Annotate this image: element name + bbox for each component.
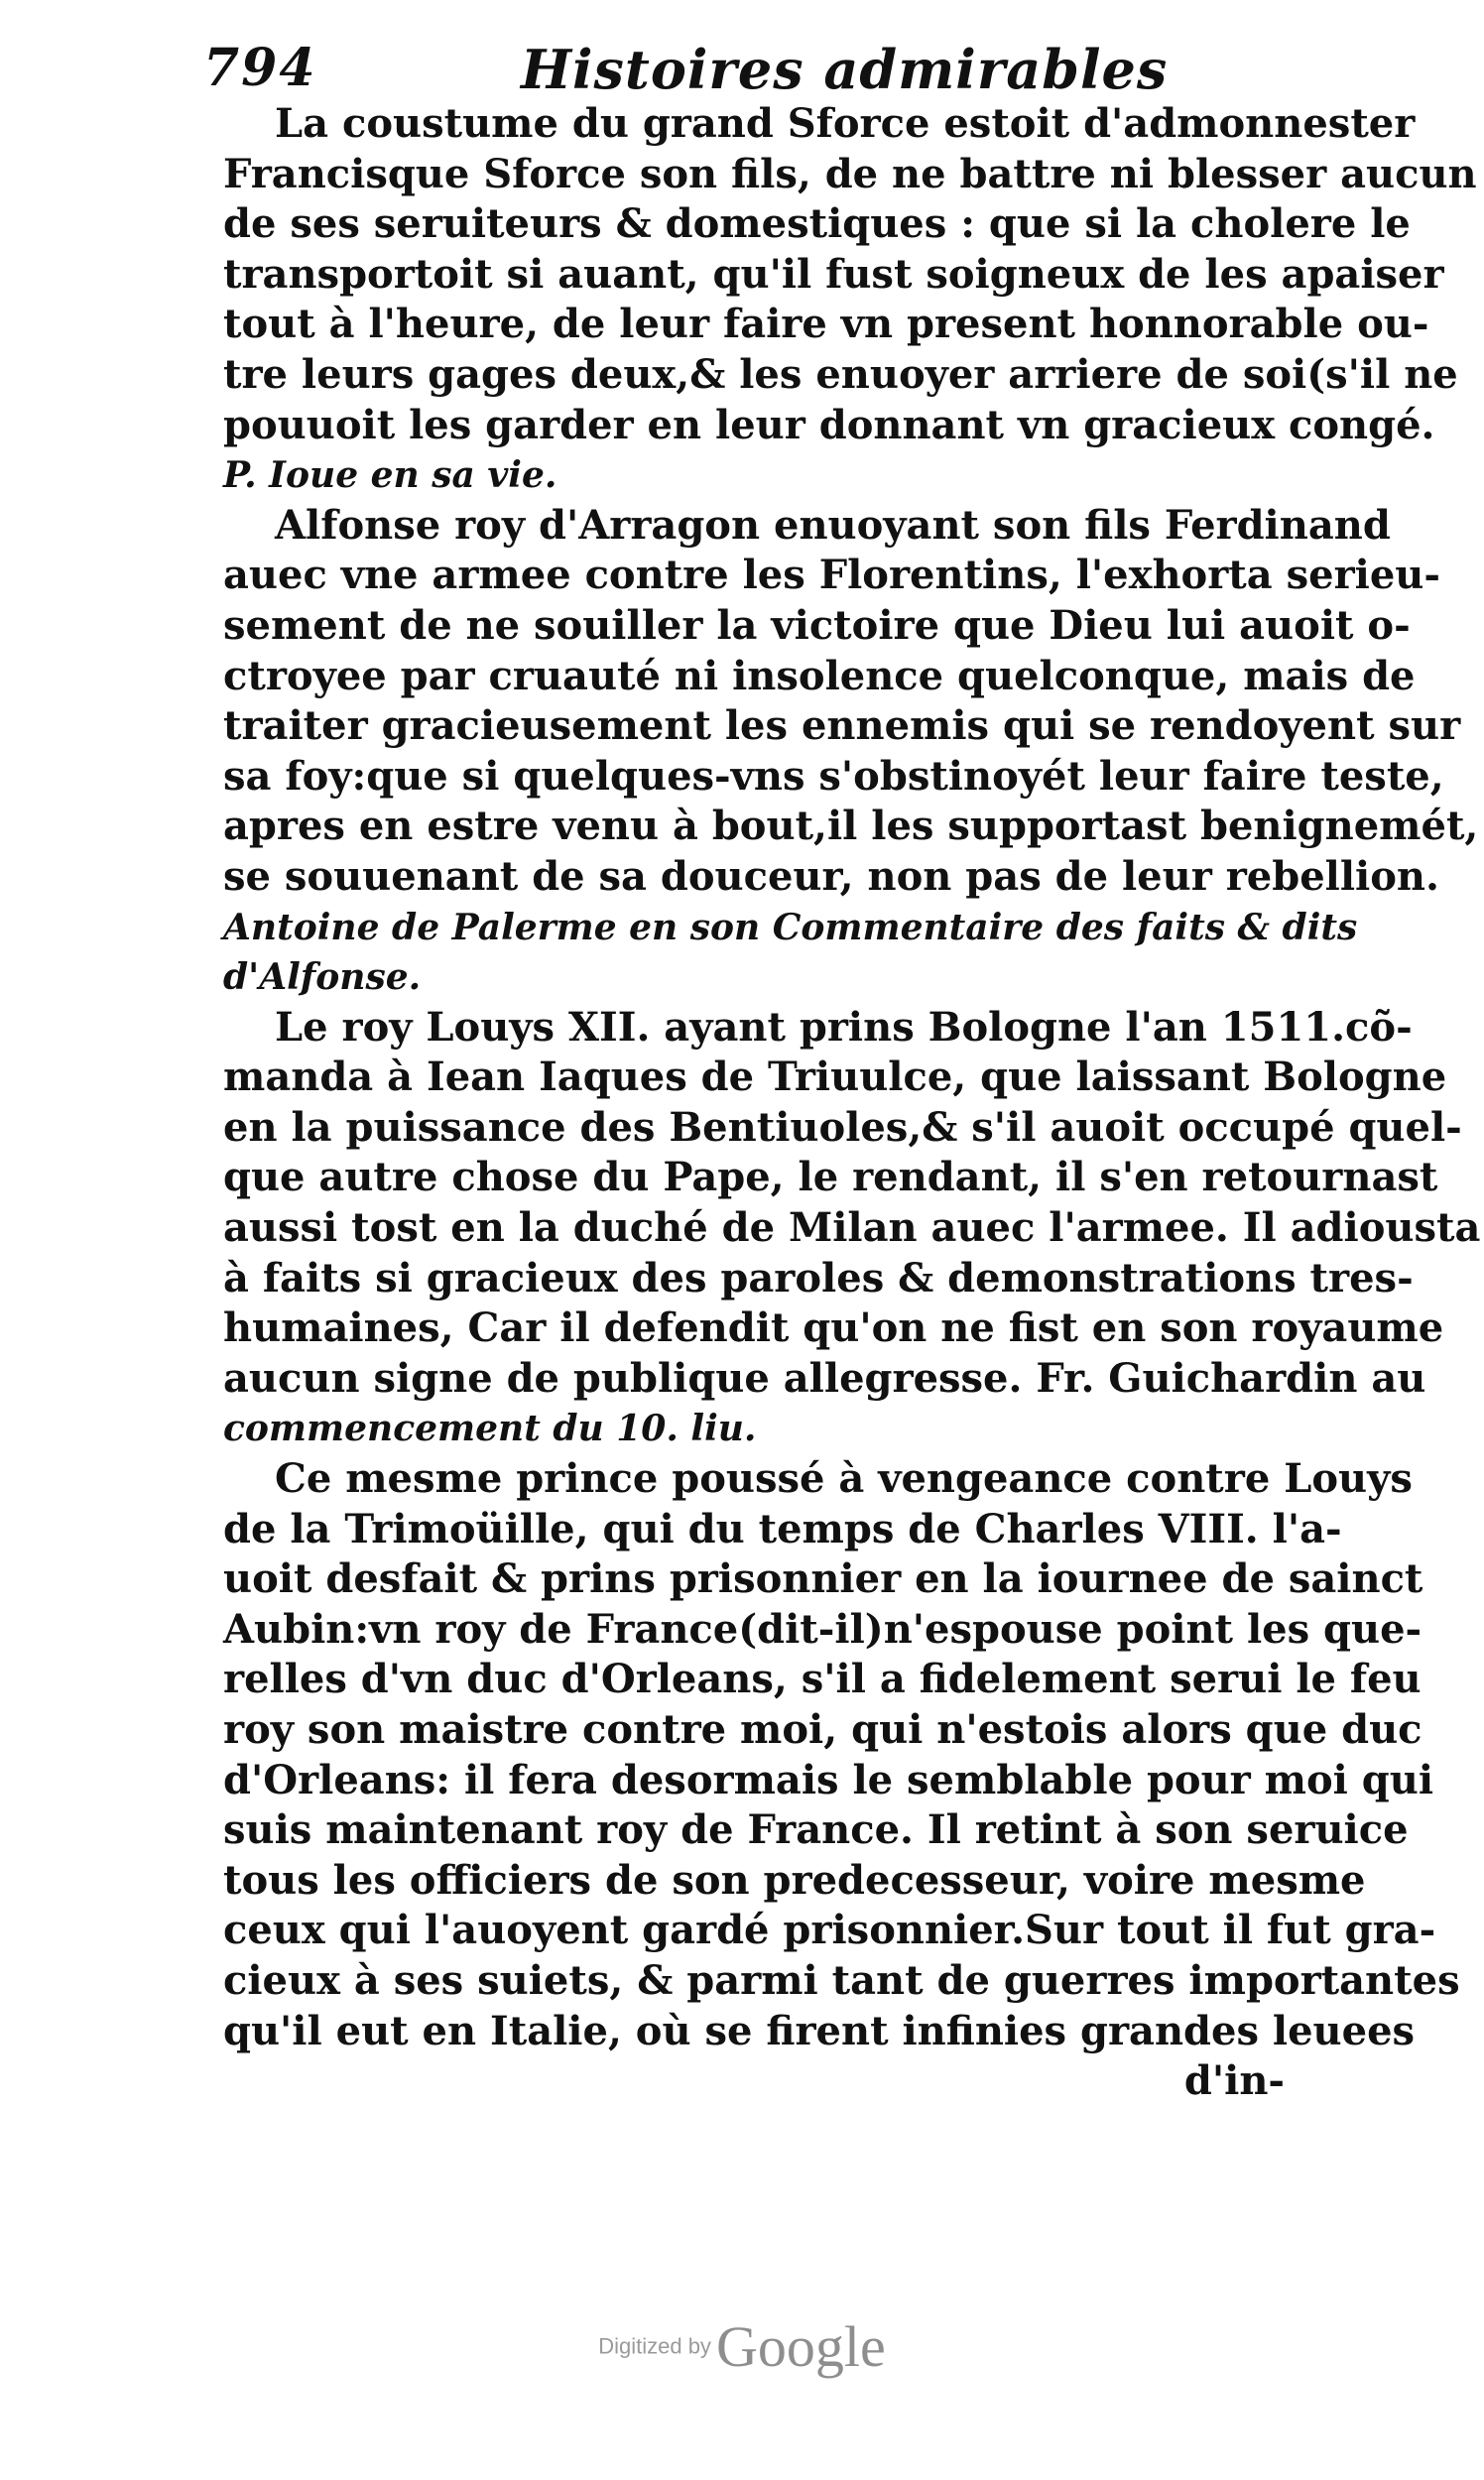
text-line: de ses seruiteurs & domestiques : que si la cholere le [223,200,1411,248]
text-line: tout à l'heure, de leur faire vn present honnorable ou- [223,301,1429,348]
text-line: uoit desfait & prins prisonnier en la iournee de sainct [223,1555,1423,1603]
text-line: suis maintenant roy de France. Il retint à son seruice [223,1806,1409,1854]
citation-line: P. Ioue en sa vie. [223,454,557,497]
text-line: de la Trimoüille, qui du temps de Charles VIII. l'a- [223,1505,1342,1552]
text-line: en la puissance des Bentiuoles,& s'il auoit occupé quel- [223,1103,1462,1151]
text-line: La coustume du grand Sforce estoit d'admonnester [275,100,1416,147]
citation-line: commencement du 10. liu. [223,1408,757,1450]
page-header [203,38,1314,107]
text-line: traiter gracieusement les ennemis qui se rendoyent sur [223,702,1461,750]
text-line: roy son maistre contre moi, qui n'estois alors que duc [223,1706,1422,1753]
text-line: sa foy:que si quelques-vns s'obstinoyét leur faire teste, [223,752,1444,800]
text-line: cieux à ses suiets, & parmi tant de guerres importantes [223,1956,1460,2004]
text-line: relles d'vn duc d'Orleans, s'il a fidelement serui le feu [223,1656,1422,1703]
text-line: Aubin:vn roy de France(dit-il)n'espouse point les que- [223,1605,1422,1653]
text-line: Le roy Louys XII. ayant prins Bologne l'an 1511.cõ- [275,1003,1413,1051]
body-text [223,99,1481,2107]
text-line: sement de ne souiller la victoire que Dieu lui auoit o- [223,601,1411,649]
text-line: pouuoit les garder en leur donnant vn gracieux congé. [223,401,1435,448]
digitized-by-label: Digitized by [598,2333,711,2359]
text-line: aussi tost en la duché de Milan auec l'armee. Il adiousta [223,1204,1481,1252]
text-line: Francisque Sforce son fils, de ne battre ni blesser aucun [223,150,1477,197]
text-line: tous les officiers de son predecesseur, voire mesme [223,1856,1366,1904]
text-line: tre leurs gages deux,& les enuoyer arriere de soi(s'il ne [223,350,1458,398]
text-line: Alfonse roy d'Arragon enuoyant son fils Ferdinand [275,501,1391,549]
text-line: ceux qui l'auoyent gardé prisonnier.Sur tout il fut gra- [223,1907,1436,1954]
text-line: transportoit si auant, qu'il fust soigneux de les apaiser [223,250,1444,298]
text-line: Ce mesme prince poussé à vengeance contre Louys [275,1455,1413,1503]
digitized-by-footer [0,2313,1484,2380]
google-logo: Google [716,2314,886,2379]
running-title: Histoires admirables [521,38,1169,101]
text-line: manda à Iean Iaques de Triuulce, que laissant Bologne [223,1054,1447,1101]
catchword: d'in- [1183,2057,1285,2105]
text-line: humaines, Car il defendit qu'on ne fist en son royaume [223,1304,1444,1352]
text-line: apres en estre venu à bout,il les supportast benignemét, [223,803,1479,850]
text-line: à faits si gracieux des paroles & demonstrations tres- [223,1254,1414,1302]
text-line: aucun signe de publique allegresse. Fr. Guichardin au [223,1354,1426,1402]
text-line: qu'il eut en Italie, où se firent infinies grandes leuees [223,2007,1416,2054]
text-line: d'Orleans: il fera desormais le semblable pour moi qui [223,1756,1434,1803]
page-number: 794 [203,38,317,98]
text-line: auec vne armee contre les Florentins, l'exhorta serieu- [223,552,1440,599]
text-line: se souuenant de sa douceur, non pas de leur rebellion. [223,852,1439,900]
text-line: que autre chose du Pape, le rendant, il s'en retournast [223,1154,1438,1201]
citation-line: d'Alfonse. [223,956,422,999]
citation-line: Antoine de Palerme en son Commentaire des faits & dits [223,906,1358,948]
text-line: ctroyee par cruauté ni insolence quelconque, mais de [223,652,1416,699]
